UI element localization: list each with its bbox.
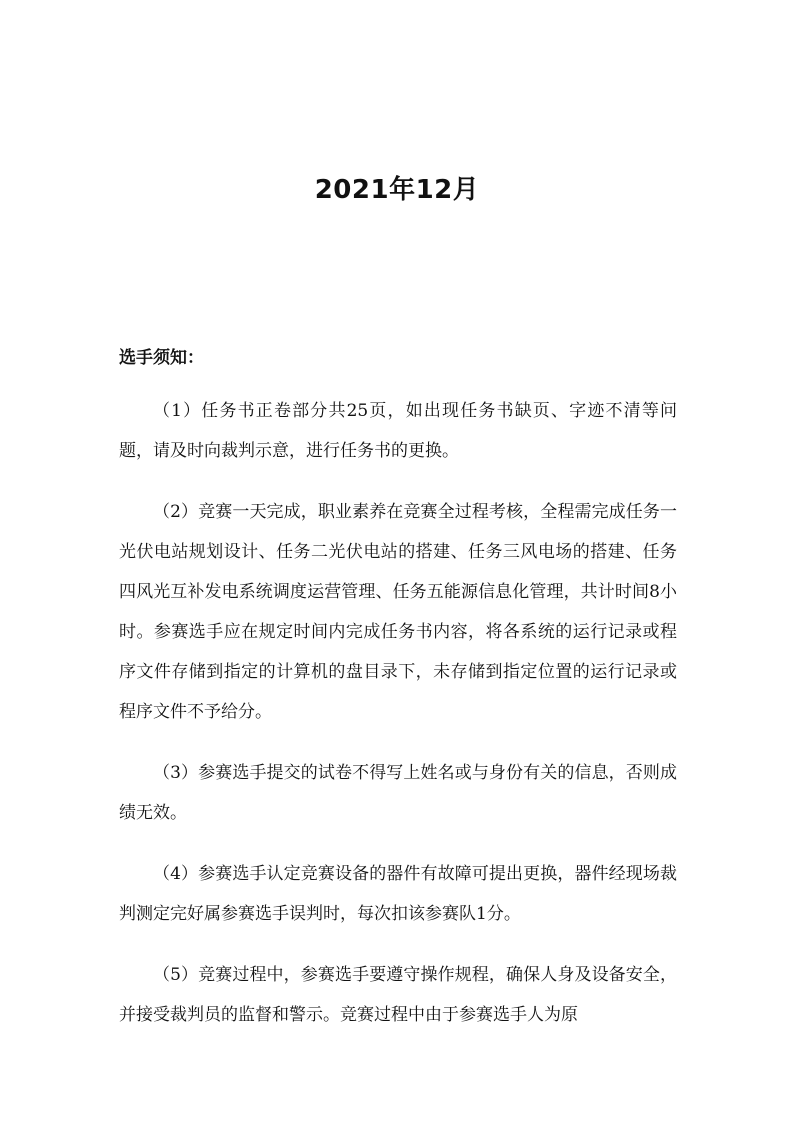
notice-paragraph-4: （4）参赛选手认定竞赛设备的器件有故障可提出更换，器件经现场裁判测定完好属参赛选手误判时，每次扣该参赛队1分。 xyxy=(119,864,677,924)
date-title: 2021年12月 xyxy=(314,175,480,205)
notice-body xyxy=(119,391,677,1056)
notice-paragraph-5: （5）竞赛过程中，参赛选手要遵守操作规程，确保人身及设备安全，并接受裁判员的监督和警示。竞赛过程中由于参赛选手人为原 xyxy=(119,965,677,1025)
notice-paragraph-3: （3）参赛选手提交的试卷不得写上姓名或与身份有关的信息，否则成绩无效。 xyxy=(119,763,677,823)
notice-heading: 选手须知： xyxy=(119,348,204,368)
notice-paragraph-2: （2）竞赛一天完成，职业素养在竞赛全过程考核，全程需完成任务一光伏电站规划设计、任务二光伏电站的搭建、任务三风电场的搭建、任务四风光互补发电系统调度运营管理、任务五能源信息化管理，共计时间8小时。参赛选手应在规定时间内完成任务书内容，将各系统的运行记录或程序文件存储到指定的计算机的盘目录下，未存储到指定位置的运行记录或程序文件不予给分。 xyxy=(119,502,677,722)
notice-paragraph-1: （1）任务书正卷部分共25页，如出现任务书缺页、字迹不清等问题，请及时向裁判示意，进行任务书的更换。 xyxy=(119,401,677,461)
